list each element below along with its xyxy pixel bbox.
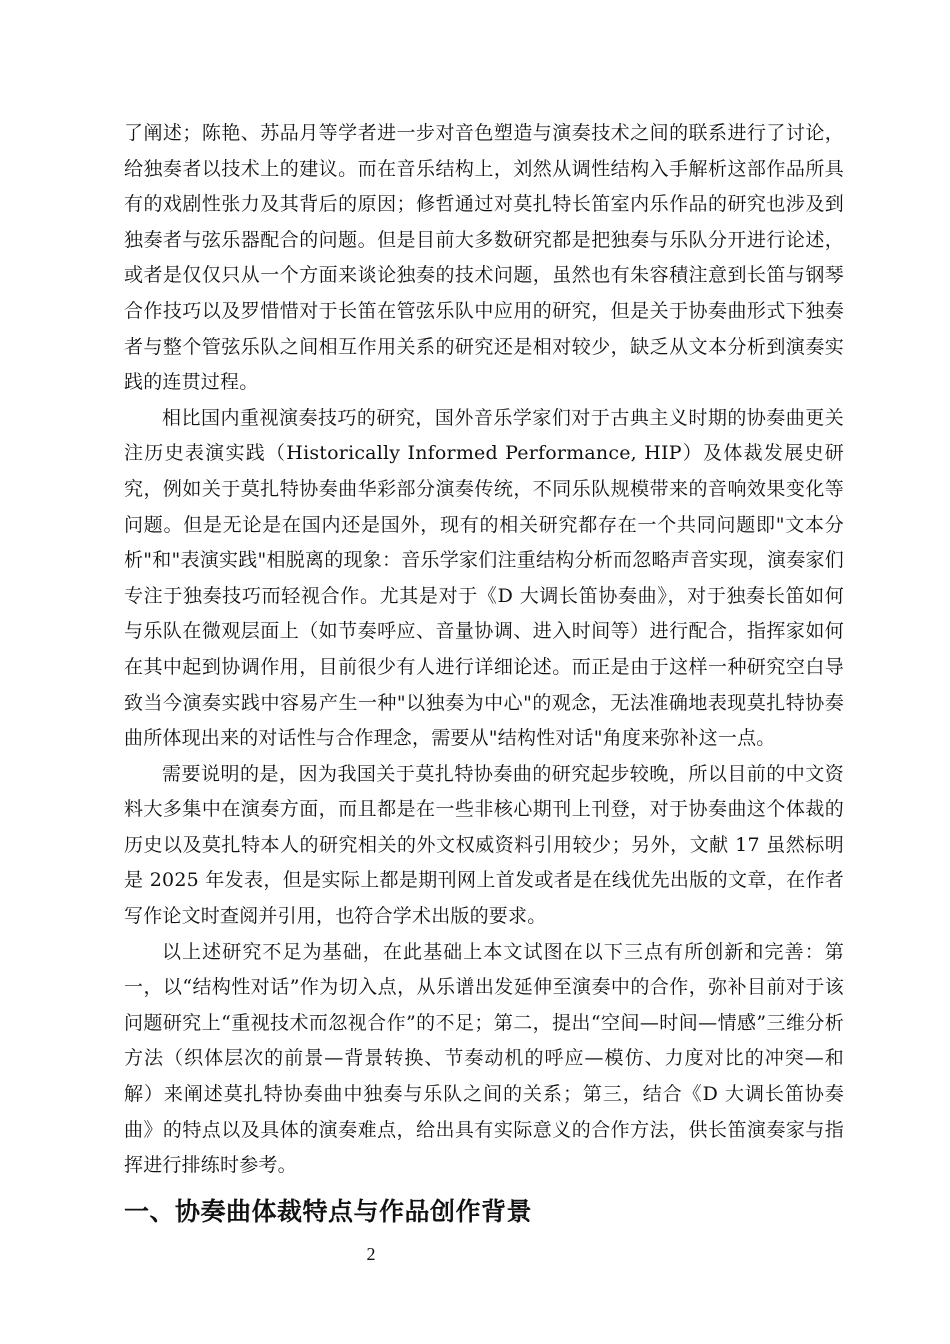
page-number: 2 [366,1244,376,1264]
section-heading: 一、协奏曲体裁特点与作品创作背景 [124,1196,533,1226]
paragraph-note: 需要说明的是，因为我国关于莫扎特协奏曲的研究起步较晚，所以目前的中文资料大多集中在演奏方面，而且都是在一些非核心期刊上刊登，对于协奏曲这个体裁的历史以及莫扎特本人的研究相关的外文权威资料引用较少；另外，文献 17 虽然标明是 2025 年发表，但是实际上都是期刊网上首发或者是在线优先出版的文章，在作者写作论文时查阅并引用，也符合学术出版的要求。 [124,762,844,928]
document-body [124,116,844,1232]
paragraph-foreign-research: 相比国内重视演奏技巧的研究，国外音乐学家们对于古典主义时期的协奏曲更关注历史表演实践（Historically Informed Performance, HIP）及体裁发展史研究，例如关于莫扎特协奏曲华彩部分演奏传统，不同乐队规模带来的音响效果变化等问题。但是无论是在国内还是国外，现有的相关研究都存在一个共同问题即"文本分析"和"表演实践"相脱离的现象：音乐学家们注重结构分析而忽略声音实现，演奏家们专注于独奏技巧而轻视合作。尤其是对于《D 大调长笛协奏曲》，对于独奏长笛如何与乐队在微观层面上（如节奏呼应、音量协调、进入时间等）进行配合，指挥家如何在其中起到协调作用，目前很少有人进行详细论述。而正是由于这样一种研究空白导致当今演奏实践中容易产生一种"以独奏为中心"的观念，无法准确地表现莫扎特协奏曲所体现出来的对话性与合作理念，需要从"结构性对话"角度来弥补这一点。 [124,406,844,750]
paragraph-innovation: 以上述研究不足为基础，在此基础上本文试图在以下三点有所创新和完善：第一，以“结构性对话”作为切入点，从乐谱出发延伸至演奏中的合作，弥补目前对于该问题研究上“重视技术而忽视合作”的不足；第二，提出“空间—时间—情感”三维分析方法（织体层次的前景—背景转换、节奏动机的呼应—模仿、力度对比的冲突—和解）来阐述莫扎特协奏曲中独奏与乐队之间的关系；第三，结合《D 大调长笛协奏曲》的特点以及具体的演奏难点，给出具有实际意义的合作方法，供长笛演奏家与指挥进行排练时参考。 [124,940,844,1177]
paragraph-continued: 了阐述；陈艳、苏品月等学者进一步对音色塑造与演奏技术之间的联系进行了讨论，给独奏者以技术上的建议。而在音乐结构上，刘然从调性结构入手解析这部作品所具有的戏剧性张力及其背后的原因；修哲通过对莫扎特长笛室内乐作品的研究也涉及到独奏者与弦乐器配合的问题。但是目前大多数研究都是把独奏与乐队分开进行论述，或者是仅仅只从一个方面来谈论独奏的技术问题，虽然也有朱容積注意到长笛与钢琴合作技巧以及罗惜惜对于长笛在管弦乐队中应用的研究，但是关于协奏曲形式下独奏者与整个管弦乐队之间相互作用关系的研究还是相对较少，缺乏从文本分析到演奏实践的连贯过程。 [124,122,844,394]
